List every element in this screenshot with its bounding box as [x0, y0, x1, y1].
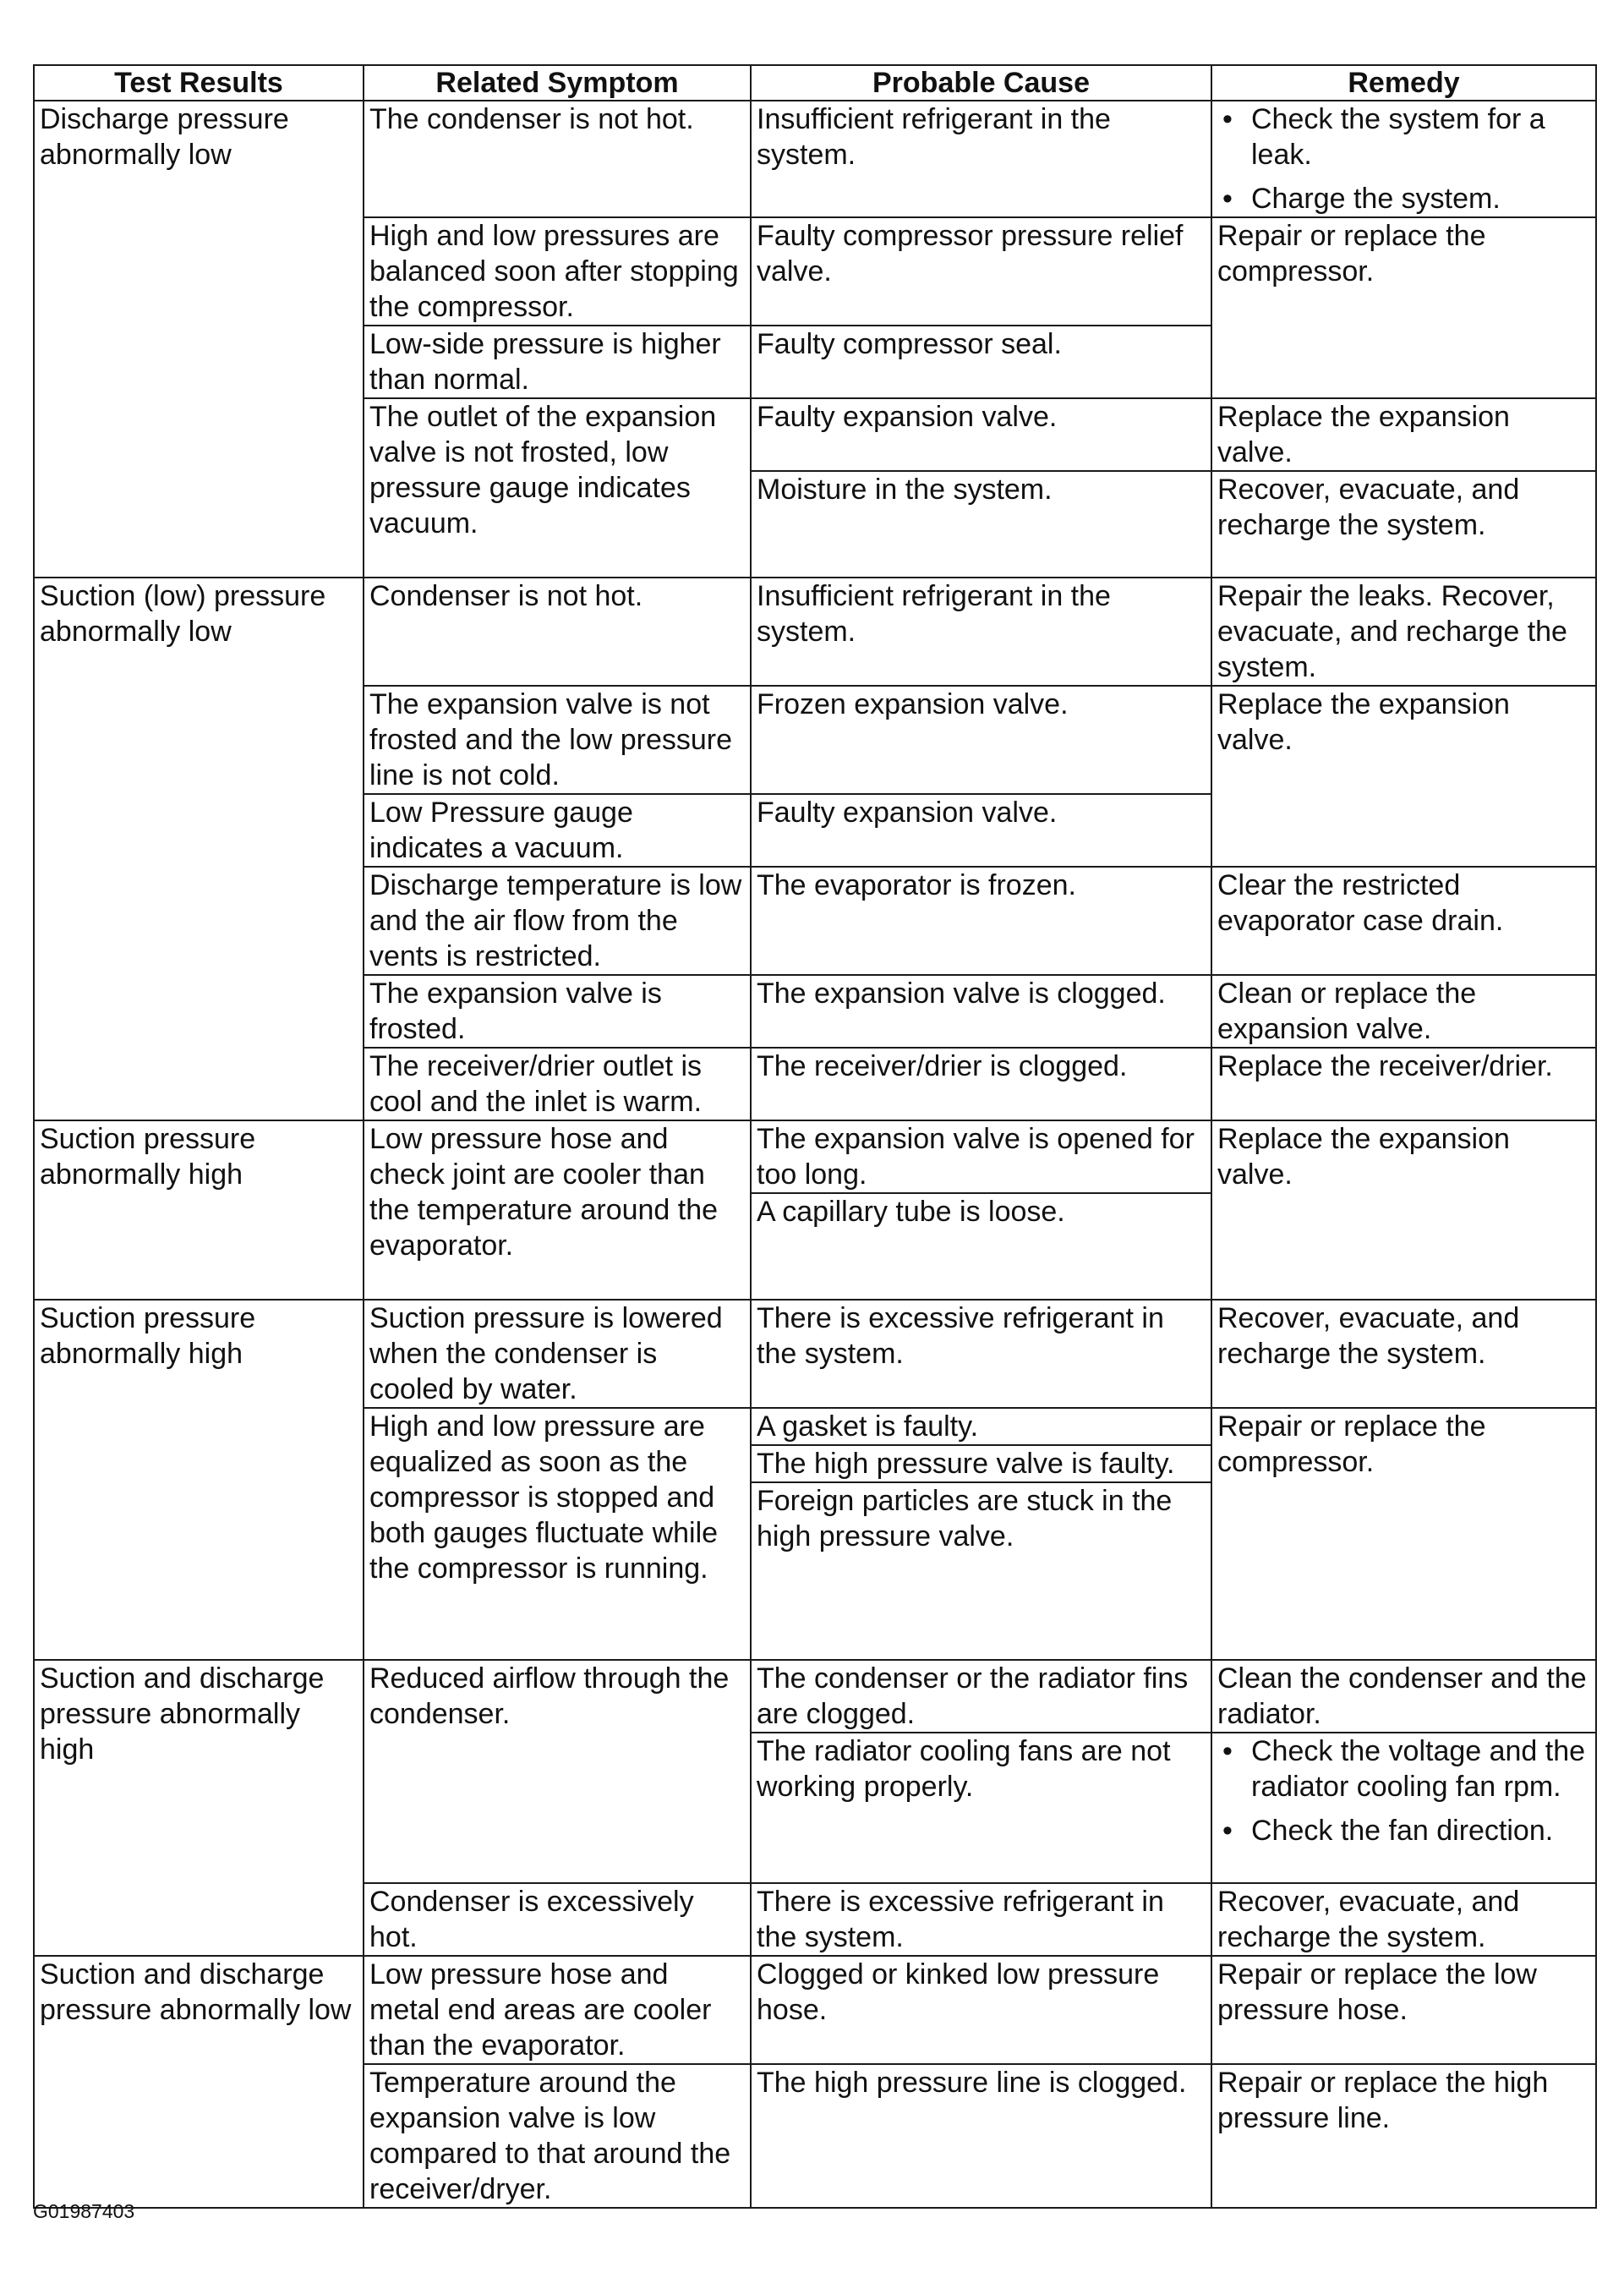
remedy-cell: Replace the expansion valve.: [1211, 1120, 1596, 1300]
symptom-cell: Discharge temperature is low and the air flow from the vents is restricted.: [364, 867, 751, 975]
symptom-cell: Low Pressure gauge indicates a vacuum.: [364, 794, 751, 867]
symptom-cell: Low pressure hose and metal end areas are cooler than the evaporator.: [364, 1956, 751, 2064]
symptom-cell: The expansion valve is frosted.: [364, 975, 751, 1048]
cause-cell: Foreign particles are stuck in the high pressure valve.: [751, 1482, 1211, 1660]
remedy-cell: [1211, 1733, 1596, 1883]
header-probable-cause: Probable Cause: [751, 65, 1211, 101]
remedy-cell: Repair or replace the compressor.: [1211, 1408, 1596, 1660]
figure-id: G01987403: [33, 2200, 135, 2222]
cause-cell: Insufficient refrigerant in the system.: [751, 578, 1211, 686]
test-result-cell: Suction and discharge pressure abnormally low: [34, 1956, 364, 2208]
cause-cell: A gasket is faulty.: [751, 1408, 1211, 1445]
remedy-cell: Replace the expansion valve.: [1211, 686, 1596, 867]
remedy-cell: Repair or replace the high pressure line.: [1211, 2064, 1596, 2208]
remedy-cell: Clean the condenser and the radiator.: [1211, 1660, 1596, 1733]
remedy-cell: Repair or replace the low pressure hose.: [1211, 1956, 1596, 2064]
test-result-cell: Suction and discharge pressure abnormally high: [34, 1660, 364, 1956]
diagnosis-table: [33, 64, 1597, 2209]
cause-cell: Faulty compressor seal.: [751, 326, 1211, 398]
cause-cell: The receiver/drier is clogged.: [751, 1048, 1211, 1120]
table-row: [34, 1120, 1596, 1193]
remedy-bullet: • Check the system for a leak.: [1217, 101, 1590, 172]
remedy-cell: Recover, evacuate, and recharge the system.: [1211, 1883, 1596, 1956]
remedy-bullet: • Check the fan direction.: [1217, 1813, 1590, 1848]
cause-cell: Faulty expansion valve.: [751, 794, 1211, 867]
symptom-cell: The expansion valve is not frosted and the low pressure line is not cold.: [364, 686, 751, 794]
remedy-bullet: • Check the voltage and the radiator cooling fan rpm.: [1217, 1733, 1590, 1804]
cause-cell: Insufficient refrigerant in the system.: [751, 101, 1211, 217]
cause-cell: The expansion valve is opened for too long.: [751, 1120, 1211, 1193]
remedy-cell: Recover, evacuate, and recharge the system.: [1211, 471, 1596, 578]
symptom-cell: Condenser is excessively hot.: [364, 1883, 751, 1956]
symptom-cell: The outlet of the expansion valve is not frosted, low pressure gauge indicates vacuum.: [364, 398, 751, 578]
remedy-cell: Replace the expansion valve.: [1211, 398, 1596, 471]
table-row: [34, 101, 1596, 217]
remedy-cell: [1211, 101, 1596, 217]
symptom-cell: Low pressure hose and check joint are cooler than the temperature around the evaporator.: [364, 1120, 751, 1300]
cause-cell: Frozen expansion valve.: [751, 686, 1211, 794]
symptom-cell: High and low pressures are balanced soon after stopping the compressor.: [364, 217, 751, 326]
test-result-cell: Suction pressure abnormally high: [34, 1120, 364, 1300]
table-row: [34, 578, 1596, 686]
cause-cell: There is excessive refrigerant in the system.: [751, 1300, 1211, 1408]
cause-cell: The high pressure line is clogged.: [751, 2064, 1211, 2208]
symptom-cell: Reduced airflow through the condenser.: [364, 1660, 751, 1883]
header-related-symptom: Related Symptom: [364, 65, 751, 101]
remedy-cell: Repair or replace the compressor.: [1211, 217, 1596, 398]
table-header-row: [34, 65, 1596, 101]
cause-cell: A capillary tube is loose.: [751, 1193, 1211, 1300]
symptom-cell: Condenser is not hot.: [364, 578, 751, 686]
test-result-cell: Suction (low) pressure abnormally low: [34, 578, 364, 1120]
symptom-cell: Low-side pressure is higher than normal.: [364, 326, 751, 398]
cause-cell: The evaporator is frozen.: [751, 867, 1211, 975]
table-row: [34, 1956, 1596, 2064]
header-test-results: Test Results: [34, 65, 364, 101]
header-remedy: Remedy: [1211, 65, 1596, 101]
cause-cell: The condenser or the radiator fins are clogged.: [751, 1660, 1211, 1733]
cause-cell: Faulty compressor pressure relief valve.: [751, 217, 1211, 326]
cause-cell: The high pressure valve is faulty.: [751, 1445, 1211, 1482]
symptom-cell: Temperature around the expansion valve is low compared to that around the receiver/dryer.: [364, 2064, 751, 2208]
cause-cell: Moisture in the system.: [751, 471, 1211, 578]
symptom-cell: The receiver/drier outlet is cool and the inlet is warm.: [364, 1048, 751, 1120]
cause-cell: The expansion valve is clogged.: [751, 975, 1211, 1048]
test-result-cell: Discharge pressure abnormally low: [34, 101, 364, 578]
cause-cell: Faulty expansion valve.: [751, 398, 1211, 471]
remedy-cell: Repair the leaks. Recover, evacuate, and recharge the system.: [1211, 578, 1596, 686]
remedy-bullet: • Charge the system.: [1217, 181, 1590, 216]
symptom-cell: High and low pressure are equalized as soon as the compressor is stopped and both gauges fluctuate while the compressor is running.: [364, 1408, 751, 1660]
symptom-cell: Suction pressure is lowered when the condenser is cooled by water.: [364, 1300, 751, 1408]
remedy-cell: Clear the restricted evaporator case drain.: [1211, 867, 1596, 975]
remedy-cell: Clean or replace the expansion valve.: [1211, 975, 1596, 1048]
cause-cell: There is excessive refrigerant in the system.: [751, 1883, 1211, 1956]
table-row: [34, 1300, 1596, 1408]
cause-cell: Clogged or kinked low pressure hose.: [751, 1956, 1211, 2064]
cause-cell: The radiator cooling fans are not working properly.: [751, 1733, 1211, 1883]
table-row: [34, 1660, 1596, 1733]
remedy-cell: Replace the receiver/drier.: [1211, 1048, 1596, 1120]
symptom-cell: The condenser is not hot.: [364, 101, 751, 217]
test-result-cell: Suction pressure abnormally high: [34, 1300, 364, 1660]
remedy-cell: Recover, evacuate, and recharge the system.: [1211, 1300, 1596, 1408]
